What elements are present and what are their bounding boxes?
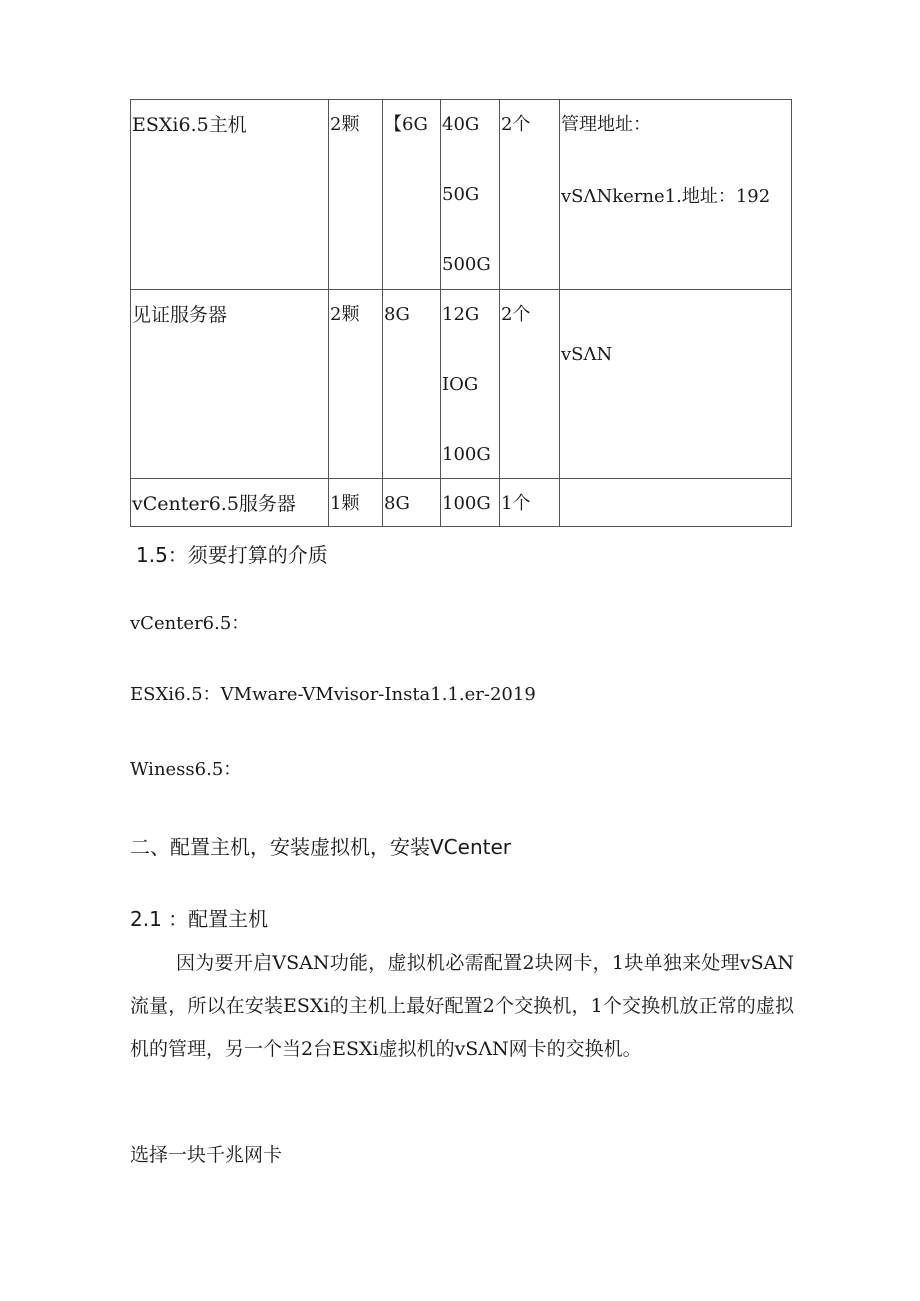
disk-cell	[441, 100, 500, 290]
cpu-count-cell: 2颗	[329, 290, 383, 479]
memory-cell: 8G	[383, 479, 441, 527]
cpu-count-cell: 2颗	[329, 100, 383, 290]
note-line: vSΛN	[561, 344, 613, 365]
notes-cell	[560, 100, 792, 290]
disk-size: 500G	[442, 254, 491, 275]
section-heading-media: 1.5：须要打算的介质	[136, 543, 328, 567]
media-esxi-line: ESXi6.5：VMware-VMvisor-Insta1.1.er-2019	[130, 684, 536, 705]
disk-size: 100G	[442, 444, 491, 465]
note-line: 管理地址：	[561, 114, 651, 135]
media-vcenter-line: vCenter6.5：	[130, 613, 250, 634]
host-name-cell: vCenter6.5服务器	[131, 479, 329, 527]
cpu-count-cell: 1颗	[329, 479, 383, 527]
memory-cell: 8G	[383, 290, 441, 479]
notes-cell	[560, 479, 792, 527]
disk-size: 12G	[442, 304, 480, 325]
section-heading-configure-host: 2.1 ：配置主机	[130, 907, 269, 931]
table-row	[131, 100, 792, 290]
disk-size: 40G	[442, 114, 480, 135]
chapter-heading: 二、配置主机，安装虚拟机，安装VCenter	[130, 835, 511, 859]
host-name-cell: 见证服务器	[131, 290, 329, 479]
nic-count-cell: 2个	[500, 100, 560, 290]
memory-cell: 【6G	[383, 100, 441, 290]
disk-size: 50G	[442, 184, 480, 205]
notes-cell	[560, 290, 792, 479]
host-name-cell: ESXi6.5主机	[131, 100, 329, 290]
note-line: vSΛNkerne1.地址：192	[561, 186, 771, 207]
disk-cell	[441, 479, 500, 527]
nic-count-cell: 2个	[500, 290, 560, 479]
disk-cell	[441, 290, 500, 479]
host-spec-table	[130, 99, 792, 527]
disk-size: 100G	[442, 493, 491, 514]
media-witness-line: Winess6.5：	[130, 759, 242, 780]
table-row	[131, 290, 792, 479]
body-paragraph: 因为要开启VSAN功能，虚拟机必需配置2块网卡，1块单独来处理vSAN流量，所以在安装ESXi的主机上最好配置2个交换机，1个交换机放正常的虚拟机的管理，另一个当2台ESXi虚拟机的vSΛN网卡的交换机。	[130, 952, 794, 1060]
table-row	[131, 479, 792, 527]
nic-count-cell: 1个	[500, 479, 560, 527]
select-nic-line: 选择一块千兆网卡	[130, 1144, 283, 1166]
disk-size: IOG	[442, 374, 479, 395]
